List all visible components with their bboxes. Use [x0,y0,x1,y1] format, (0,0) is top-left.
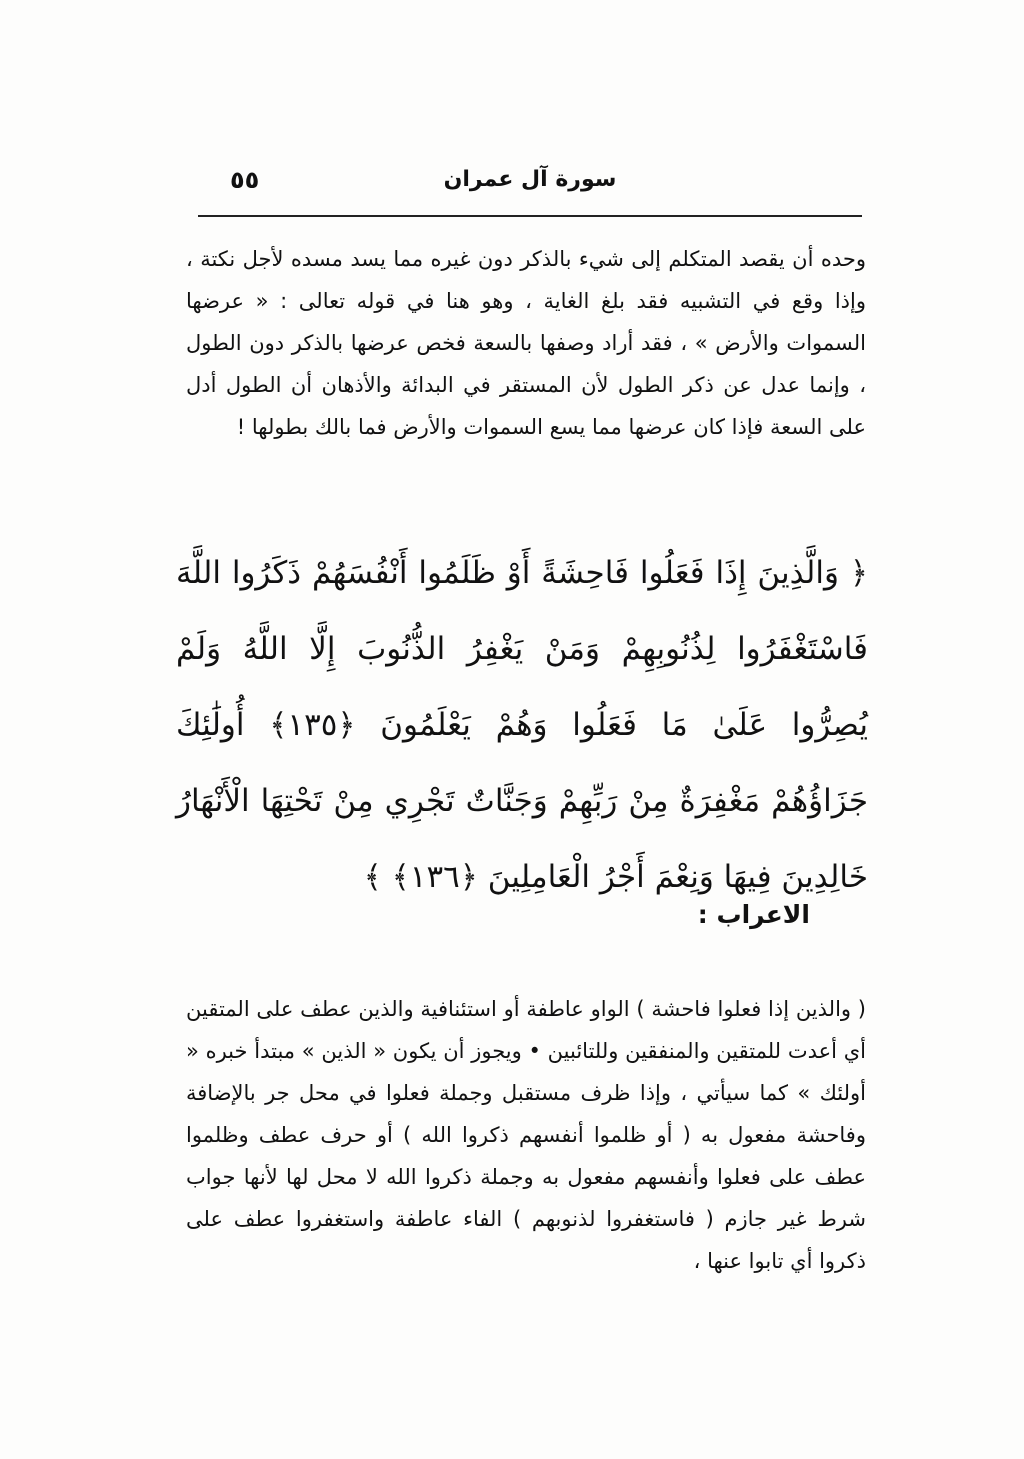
intro-paragraph: وحده أن يقصد المتكلم إلى شيء بالذكر دون غيره مما يسد مسده لأجل نكتة ، وإذا وقع في التشبيه فقد بلغ الغاية ، وهو هنا في قوله تعالى : « عرضها السموات والأرض » ، فقد أراد وصفها بالسعة فخص عرضها بالذكر دون الطول ، وإنما عدل عن ذكر الطول لأن المستقر في البدائة والأذهان أن الطول أدل على السعة فإذا كان عرضها مما يسع السموات والأرض فما بالك بطولها ! [186,247,866,439]
header-divider [198,215,862,217]
quran-verse: ﴿ وَالَّذِينَ إِذَا فَعَلُوا فَاحِشَةً أَوْ ظَلَمُوا أَنْفُسَهُمْ ذَكَرُوا اللَّهَ فَاسْتَغْفَرُوا لِذُنُوبِهِمْ وَمَنْ يَغْفِرُ الذُّنُوبَ إِلَّا اللَّهُ وَلَمْ يُصِرُّوا عَلَىٰ مَا فَعَلُوا وَهُمْ يَعْلَمُونَ ﴿١٣٥﴾ أُولَٰئِكَ جَزَاؤُهُمْ مَغْفِرَةٌ مِنْ رَبِّهِمْ وَجَنَّاتٌ تَجْرِي مِنْ تَحْتِهَا الْأَنْهَارُ خَالِدِينَ فِيهَا وَنِعْمَ أَجْرُ الْعَامِلِينَ ﴿١٣٦﴾ ﴾ [176,555,869,895]
section-heading: الاعراب : [697,900,810,929]
page-header [198,160,862,200]
surah-title: سورة آل عمران [443,167,617,192]
irab-paragraph: ( والذين إذا فعلوا فاحشة ) الواو عاطفة أو استئنافية والذين عطف على المتقين أي أعدت للمتقين والمنفقين وللتائبين • ويجوز أن يكون « الذين » مبتدأ خبره « أولئك » كما سيأتي ، وإذا ظرف مستقبل وجملة فعلوا في محل جر بالإضافة وفاحشة مفعول به ( أو ظلموا أنفسهم ذكروا الله ) أو حرف عطف وظلموا عطف على فعلوا وأنفسهم مفعول به وجملة ذكروا الله لا محل لها لأنها جواب شرط غير جازم ( فاستغفروا لذنوبهم ) الفاء عاطفة واستغفروا عطف على ذكروا أي تابوا عنها ، [186,997,866,1273]
page-number: ٥٥ [230,166,260,194]
